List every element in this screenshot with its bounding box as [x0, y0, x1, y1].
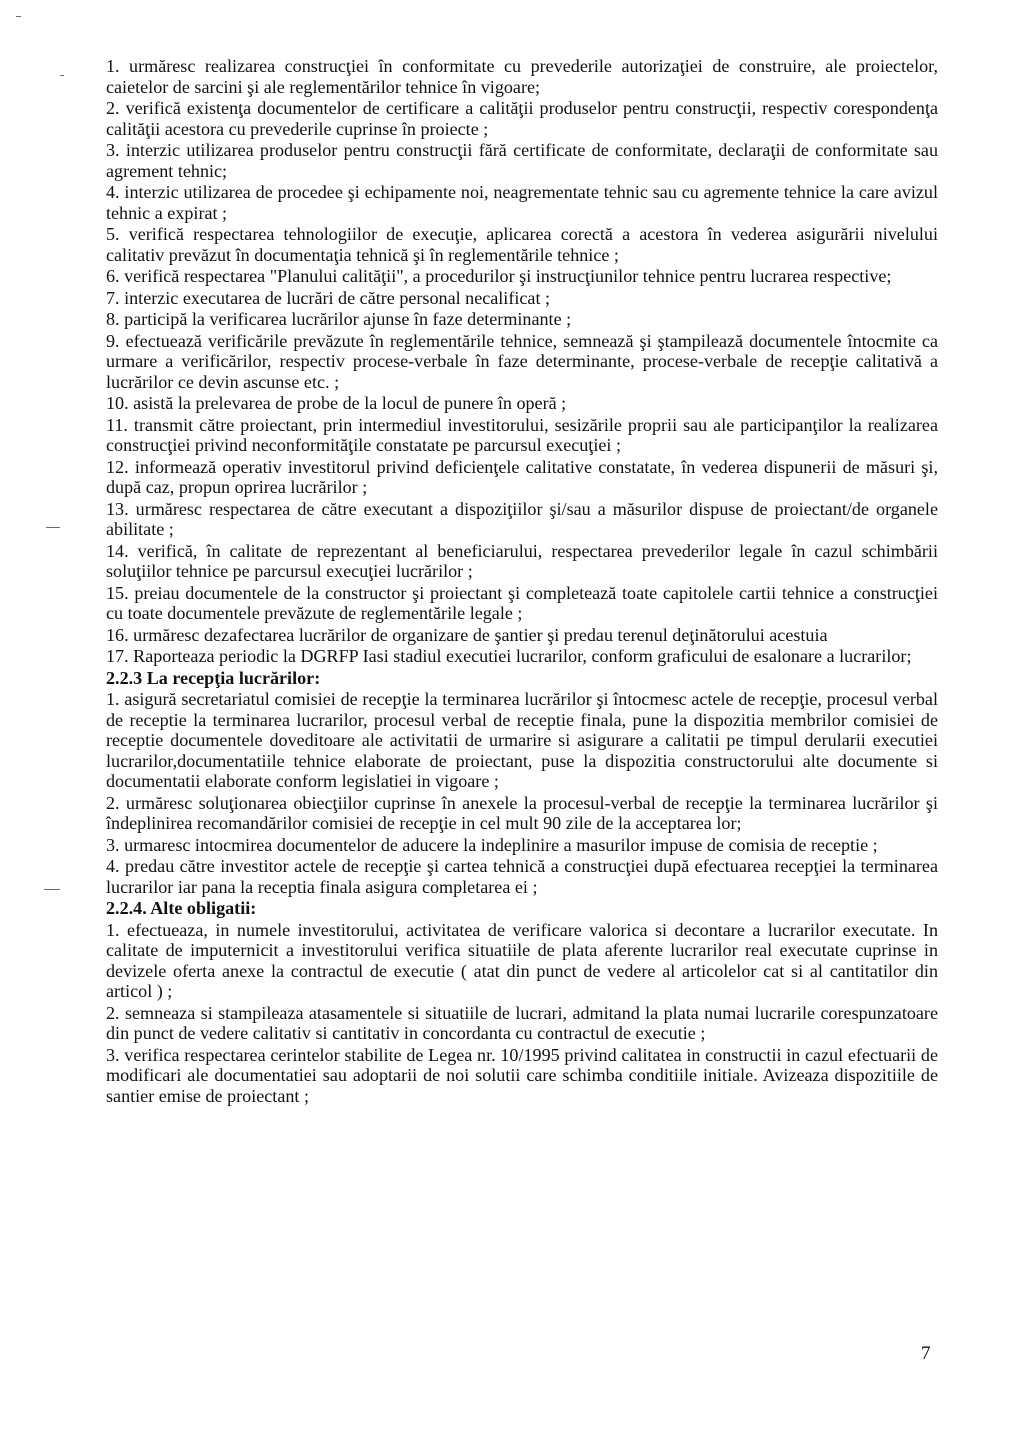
list-item: 8. participă la verificarea lucrărilor ajunse în faze determinante ; — [106, 309, 572, 329]
list-item: 2. urmăresc soluţionarea obiecţiilor cuprinse în anexele la procesul-verbal de recepţie la terminarea lucrărilor şi îndeplinirea recomandărilor comisiei de recepţie in cel mult 90 zile de la acceptarea lor; — [106, 792, 938, 833]
other-obligations-list — [106, 920, 938, 1107]
list-item: 9. efectuează verificările prevăzute în reglementările tehnice, semnează şi ştampilează documentele întocmite ca urmare a verificărilor, respectiv procese-verbale în faze determinante, procese-verbale de recepţie calitativă a lucrărilor ce devin ascunse etc. ; — [106, 330, 938, 392]
page-number: 7 — [921, 1343, 931, 1364]
section-heading-reception: 2.2.3 La recepţia lucrărilor: — [106, 667, 321, 688]
list-item: 11. transmit către proiectant, prin intermediul investitorului, sesizările proprii sau ale participanţilor la realizarea construcţiei privind neconformităţile constatate pe parcursul execuţiei ; — [106, 414, 938, 455]
list-item: 14. verifică, în calitate de reprezentant al beneficiarului, respectarea prevederilor legale în cazul schimbării soluţiilor tehnice pe parcursul execuţiei lucrărilor ; — [106, 540, 938, 581]
section-heading-other-obligations: 2.2.4. Alte obligatii: — [106, 898, 257, 918]
list-item: 15. preiau documentele de la constructor şi proiectant şi completează toate capitolele cartii tehnice a construcţiei cu toate documentele prevăzute de reglementările legale ; — [106, 582, 938, 623]
obligations-list — [106, 56, 938, 667]
list-item: 3. verifica respectarea cerintelor stabilite de Legea nr. 10/1995 privind calitatea in constructii in cazul efectuarii de modificari ale documentatiei sau adoptarii de noi solutii care schimba conditiile initiale. Avizeaza dispozitiile de santier emise de proiectant ; — [106, 1044, 938, 1106]
list-item: 13. urmăresc respectarea de către executant a dispoziţiilor şi/sau a măsurilor dispuse de proiectant/de organele abilitate ; — [106, 498, 938, 539]
list-item: 6. verifică respectarea "Planului calităţii", a procedurilor şi instrucţiunilor tehnice pentru lucrarea respective; — [106, 266, 892, 286]
list-item: 10. asistă la prelevarea de probe de la locul de punere în operă ; — [106, 393, 567, 413]
list-item: 5. verifică respectarea tehnologiilor de execuţie, aplicarea corectă a acestora în vederea asigurării nivelului calitativ prevăzut în documentaţia tehnică şi în reglementările tehnice ; — [106, 224, 938, 265]
reception-list — [106, 689, 938, 897]
list-item: 1. urmăresc realizarea construcţiei în conformitate cu prevederile autorizaţiei de construire, ale proiectelor, caietelor de sarcini şi ale reglementărilor tehnice în vigoare; — [106, 56, 938, 97]
list-item: 16. urmăresc dezafectarea lucrărilor de organizare de şantier şi predau terenul deţinătorului acestuia — [106, 624, 828, 645]
scan-mark — [44, 889, 60, 890]
scan-mark — [60, 75, 64, 76]
list-item: 7. interzic executarea de lucrări de către personal necalificat ; — [106, 287, 551, 308]
list-item: 1. asigură secretariatul comisiei de recepţie la terminarea lucrărilor şi întocmesc actele de recepţie, procesul verbal de receptie la terminarea lucrarilor, procesul verbal de receptie finala, pune la dispozitia membrilor comisiei de receptie documentele doveditoare ale activitatii de urmarire si asigurare a calitatii pe timpul derularii executiei lucrarilor,documentatiile tehnice elaborate de proiectant, puse la dispozitia constructorului alte documente si documentatii elaborate conform legislatiei in vigoare ; — [106, 689, 938, 791]
list-item: 2. semneaza si stampileaza atasamentele si situatiile de lucrari, admitand la plata numai lucrarile corespunzatoare din punct de vedere calitativ si cantitativ in concordanta cu contractul de executie ; — [106, 1002, 938, 1043]
list-item: 12. informează operativ investitorul privind deficienţele calitative constatate, în vederea dispunerii de măsuri şi, după caz, propun oprirea lucrărilor ; — [106, 456, 938, 497]
scan-mark — [46, 527, 60, 528]
document-body — [106, 56, 938, 1107]
list-item: 2. verifică existenţa documentelor de certificare a calităţii produselor pentru construcţii, respectiv corespondenţa calităţii acestora cu prevederile cuprinse în proiecte ; — [106, 98, 938, 139]
list-item: 1. efectueaza, in numele investitorului, activitatea de verificare valorica si decontare a lucrarilor executate. In calitate de imputernicit a investitorului verifica situatiile de plata aferente lucrarilor real executate cuprinse in devizele oferta anexe la contractul de executie ( atat din punct de vedere al articolelor cat si al cantitatilor din articol ) ; — [106, 919, 938, 1001]
list-item: 4. interzic utilizarea de procedee şi echipamente noi, neagrementate tehnic sau cu agremente tehnice la care avizul tehnic a expirat ; — [106, 182, 938, 223]
list-item: 17. Raporteaza periodic la DGRFP Iasi stadiul executiei lucrarilor, conform graficului de esalonare a lucrarilor; — [106, 646, 912, 666]
list-item: 3. urmaresc intocmirea documentelor de aducere la indeplinire a masurilor impuse de comisia de receptie ; — [106, 834, 878, 855]
list-item: 4. predau către investitor actele de recepţie şi cartea tehnică a construcţiei după efectuarea recepţiei la terminarea lucrarilor iar pana la receptia finala asigura completarea ei ; — [106, 856, 938, 897]
list-item: 3. interzic utilizarea produselor pentru construcţii fără certificate de conformitate, declaraţii de conformitate sau agrement tehnic; — [106, 140, 938, 181]
scan-mark — [16, 16, 21, 17]
